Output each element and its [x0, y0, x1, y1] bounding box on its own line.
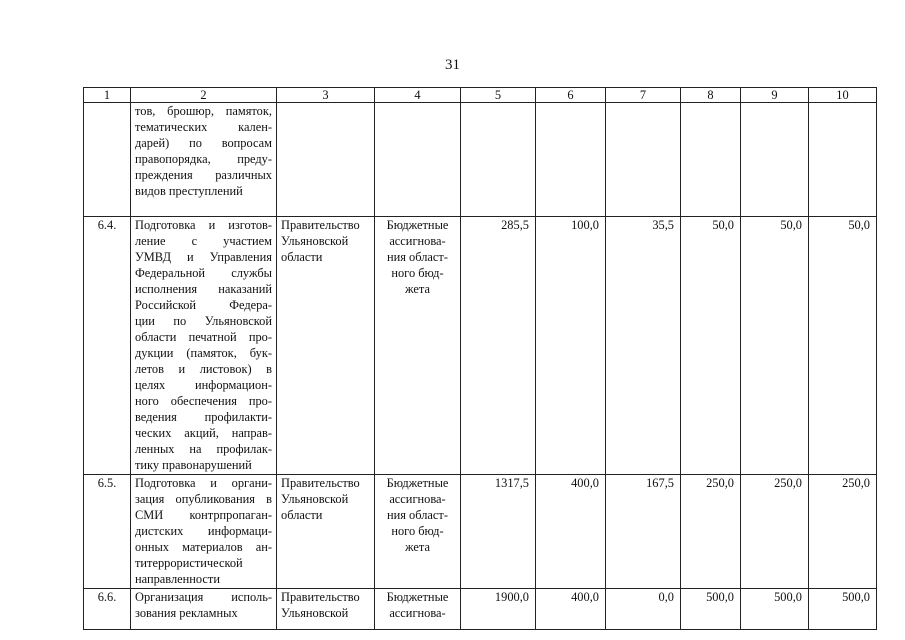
description-line: тику правонарушений — [135, 458, 252, 472]
exec-line: области — [281, 250, 323, 264]
amount-cell-v5: 285,5 — [461, 217, 536, 475]
description-line: ции по Ульяновской — [135, 314, 272, 328]
table-row — [84, 589, 877, 630]
amount-cell-v6: 400,0 — [536, 589, 606, 630]
header-cell: 9 — [741, 88, 809, 103]
description-line: летов и листовок) в — [135, 362, 272, 376]
description-line: преждения различных — [135, 168, 272, 182]
header-cell: 5 — [461, 88, 536, 103]
amount-cell-v9: 50,0 — [741, 217, 809, 475]
funding-source-cell — [375, 475, 461, 589]
header-row — [84, 88, 877, 103]
src-line: ния област- — [387, 250, 448, 264]
header-cell: 1 — [84, 88, 131, 103]
amount-cell-v10: 50,0 — [809, 217, 877, 475]
src-line: ассигнова- — [389, 492, 446, 506]
exec-line: Правительство — [281, 590, 360, 604]
amount-cell-v8 — [681, 103, 741, 217]
description-line: Подготовка и органи- — [135, 476, 272, 490]
amount-cell-v10 — [809, 103, 877, 217]
amount-cell-v7: 0,0 — [606, 589, 681, 630]
src-line: ного бюд- — [391, 266, 444, 280]
item-number-cell: 6.6. — [84, 589, 131, 630]
src-line: Бюджетные — [386, 476, 449, 490]
src-line: ассигнова- — [389, 606, 446, 620]
item-number-cell: 6.5. — [84, 475, 131, 589]
executor-cell — [277, 475, 375, 589]
description-line: зования рекламных — [135, 606, 238, 620]
description-line: правопорядка, преду- — [135, 152, 272, 166]
funding-source-cell — [375, 217, 461, 475]
amount-cell-v9 — [741, 103, 809, 217]
description-line: области печатной про- — [135, 330, 272, 344]
description-line: ленных на профилак- — [135, 442, 272, 456]
description-line: тов, брошюр, памяток, — [135, 104, 272, 118]
description-line: исполнения наказаний — [135, 282, 272, 296]
description-line: целях информацион- — [135, 378, 272, 392]
exec-line: Ульяновской — [281, 606, 349, 620]
description-line: Подготовка и изготов- — [135, 218, 272, 232]
description-line: Российской Федера- — [135, 298, 272, 312]
amount-cell-v6: 400,0 — [536, 475, 606, 589]
description-line: дукции (памяток, бук- — [135, 346, 272, 360]
table-row — [84, 217, 877, 475]
description-line: ного обеспечения про- — [135, 394, 272, 408]
header-cell: 4 — [375, 88, 461, 103]
description-cell — [131, 589, 277, 630]
amount-cell-v6 — [536, 103, 606, 217]
exec-line: Правительство — [281, 218, 360, 232]
amount-cell-v8: 500,0 — [681, 589, 741, 630]
src-line: ного бюд- — [391, 524, 444, 538]
item-number-cell — [84, 103, 131, 217]
exec-line: области — [281, 508, 323, 522]
description-cell — [131, 217, 277, 475]
header-cell: 8 — [681, 88, 741, 103]
description-line: ление с участием — [135, 234, 272, 248]
description-line: Организация исполь- — [135, 590, 272, 604]
amount-cell-v9: 250,0 — [741, 475, 809, 589]
executor-cell — [277, 103, 375, 217]
amount-cell-v10: 500,0 — [809, 589, 877, 630]
funding-source-cell — [375, 589, 461, 630]
description-line: ческих акций, направ- — [135, 426, 272, 440]
table-row — [84, 475, 877, 589]
src-line: ния област- — [387, 508, 448, 522]
description-line: дистских информаци- — [135, 524, 272, 538]
src-line: Бюджетные — [386, 218, 449, 232]
program-table — [83, 87, 877, 630]
description-line: Федеральной службы — [135, 266, 272, 280]
amount-cell-v5 — [461, 103, 536, 217]
exec-line: Ульяновской — [281, 234, 349, 248]
src-line: Бюджетные — [386, 590, 449, 604]
description-line: СМИ контрпропаган- — [135, 508, 272, 522]
item-number-cell: 6.4. — [84, 217, 131, 475]
description-line: УМВД и Управления — [135, 250, 272, 264]
header-cell: 3 — [277, 88, 375, 103]
executor-cell — [277, 589, 375, 630]
description-line: зация опубликования в — [135, 492, 272, 506]
src-line: жета — [405, 282, 430, 296]
amount-cell-v6: 100,0 — [536, 217, 606, 475]
description-line: видов преступлений — [135, 184, 243, 198]
amount-cell-v7: 35,5 — [606, 217, 681, 475]
description-line: ведения профилакти- — [135, 410, 272, 424]
exec-line: Ульяновской — [281, 492, 349, 506]
exec-line: Правительство — [281, 476, 360, 490]
executor-cell — [277, 217, 375, 475]
amount-cell-v5: 1900,0 — [461, 589, 536, 630]
amount-cell-v7: 167,5 — [606, 475, 681, 589]
description-line: титеррористической — [135, 556, 243, 570]
table-row — [84, 103, 877, 217]
amount-cell-v8: 50,0 — [681, 217, 741, 475]
description-line: тематических кален- — [135, 120, 272, 134]
description-line: онных материалов ан- — [135, 540, 272, 554]
src-line: ассигнова- — [389, 234, 446, 248]
description-cell — [131, 103, 277, 217]
amount-cell-v7 — [606, 103, 681, 217]
header-cell: 2 — [131, 88, 277, 103]
header-cell: 10 — [809, 88, 877, 103]
amount-cell-v10: 250,0 — [809, 475, 877, 589]
amount-cell-v8: 250,0 — [681, 475, 741, 589]
description-cell — [131, 475, 277, 589]
description-line: дарей) по вопросам — [135, 136, 272, 150]
header-cell: 6 — [536, 88, 606, 103]
page-number: 31 — [445, 57, 460, 73]
header-cell: 7 — [606, 88, 681, 103]
funding-source-cell — [375, 103, 461, 217]
description-line: направленности — [135, 572, 220, 586]
src-line: жета — [405, 540, 430, 554]
amount-cell-v5: 1317,5 — [461, 475, 536, 589]
amount-cell-v9: 500,0 — [741, 589, 809, 630]
